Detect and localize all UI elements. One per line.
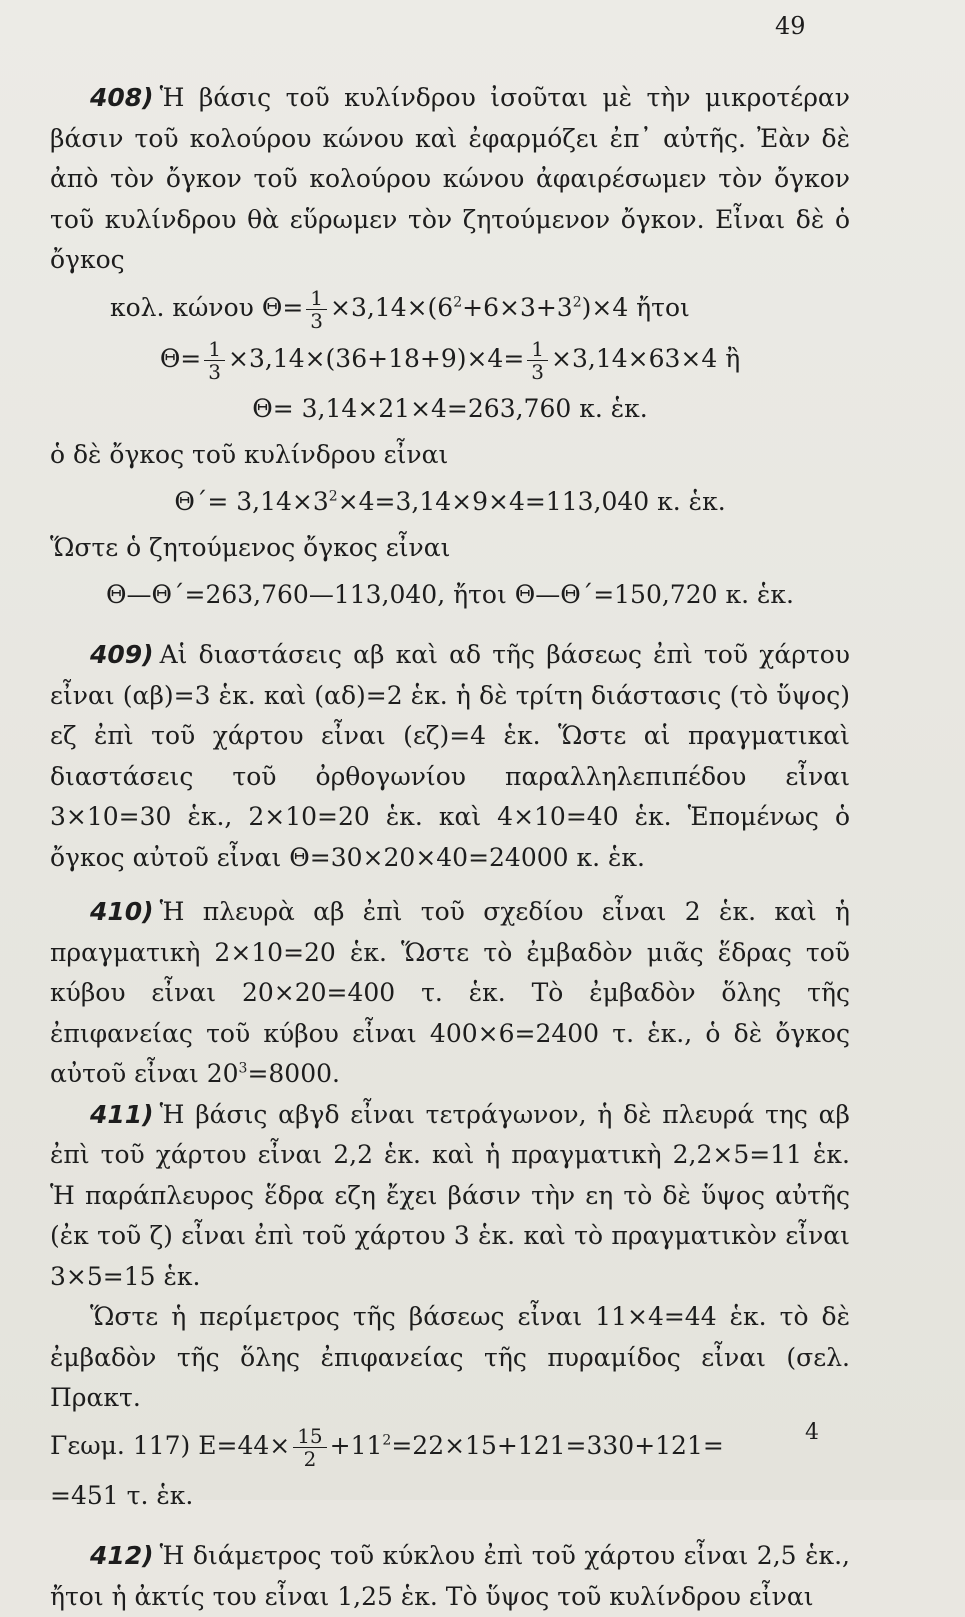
frac-num: 1 [204,338,225,361]
frac-den: 3 [208,359,221,384]
equation-frustum-volume [50,287,850,332]
exponent: 3 [238,1060,248,1077]
frac-num: 1 [306,287,327,310]
eq-part: Θ= [159,343,202,373]
problem-408-text: Ἡ βάσις τοῦ κυλίνδρου ἰσοῦται μὲ τὴν μικροτέραν βάσιν τοῦ κολούρου κώνου καὶ ἐφαρμόζει ἐπ᾽ αὐτῆς. Ἐὰν δὲ ἀπὸ τὸν ὄγκον τοῦ κολούρου κώνου ἀφαιρέσωμεν τὸν ὄγκον τοῦ κυλίνδρου θὰ εὕρωμεν τὸν ζητούμενον ὄγκον. Εἶναι δὲ ὁ ὄγκος [50,83,850,274]
eq-part: ×3,14×(6 [330,292,454,322]
problem-410-text: Ἡ πλευρὰ αβ ἐπὶ τοῦ σχεδίου εἶναι 2 ἑκ. καὶ ἡ πραγματικὴ 2×10=20 ἑκ. Ὥστε τὸ ἐμβαδὸν μιᾶς ἕδρας τοῦ κύβου εἶναι 20×20=400 τ. ἑκ. Τὸ ἐμβαδὸν ὅλης τῆς ἐπιφανείας τοῦ κύβου εἶναι 400×6=2400 τ. ἑκ., ὁ δὲ ὄγκος αὐτοῦ εἶναι 20 [50,897,850,1088]
equation-frustum-result: Θ= 3,14×21×4=263,760 κ. ἑκ. [252,393,648,423]
eq-part: Θ΄= 3,14×3 [174,486,329,516]
problem-number-408: 408) [90,83,154,112]
fraction-one-third [527,338,548,383]
exponent: 2 [572,294,582,311]
problem-number-412: 412) [90,1541,154,1570]
page-body [50,78,850,1617]
frac-num: 15 [293,1425,326,1448]
eq-part: Γεωμ. 117) Ε=44× [50,1430,291,1460]
problem-408-conclusion-text: Ὥστε ὁ ζητούμενος ὄγκος εἶναι [50,533,451,562]
problem-410 [50,892,850,1095]
equation-cylinder-volume [50,482,850,523]
problem-412-text: Ἡ διάμετρος τοῦ κύκλου ἐπὶ τοῦ χάρτου εἶναι 2,5 ἑκ., ἤτοι ἡ ἀκτίς του εἶναι 1,25 ἑκ. Τὸ ὕψος τοῦ κυλίνδρου εἶναι [50,1541,850,1611]
problem-number-410: 410) [90,897,154,926]
eq-part: +6×3+3 [462,292,573,322]
eq-part: +11 [329,1430,383,1460]
frac-den: 3 [531,359,545,384]
eq-part: ×3,14×63×4 ἢ [551,343,741,373]
problem-410-tail: =8000. [247,1059,340,1088]
problem-408-intro [50,78,850,281]
signature-number: 4 [805,1420,819,1445]
equation-difference: Θ—Θ΄=263,760—113,040, ἤτοι Θ—Θ΄=150,720 κ. ἑκ. [106,579,794,609]
fraction-fifteen-halves [293,1425,326,1470]
eq-part: κολ. κώνου Θ= [110,292,304,322]
problem-408-cylinder-text: ὁ δὲ ὄγκος τοῦ κυλίνδρου εἶναι [50,440,449,469]
fraction-one-third [204,338,225,383]
equation-frustum-expanded [50,338,850,383]
eq-part: )×4 ἤτοι [581,292,690,322]
problem-411 [50,1095,850,1298]
equation-pyramid-area-result: =451 τ. ἑκ. [50,1480,194,1510]
problem-411-continuation: Ὥστε ἡ περίμετρος τῆς βάσεως εἶναι 11×4=44 ἑκ. τὸ δὲ ἐμβαδὸν τῆς ὅλης ἐπιφανείας τῆς πυραμίδος εἶναι (σελ. Πρακτ. [50,1302,850,1412]
problem-412 [50,1536,850,1617]
problem-409-text: Αἱ διαστάσεις αβ καὶ αδ τῆς βάσεως ἐπὶ τοῦ χάρτου εἶναι (αβ)=3 ἑκ. καὶ (αδ)=2 ἑκ. ἡ δὲ τρίτη διάστασις (τὸ ὕψος) εζ ἐπὶ τοῦ χάρτου εἶναι (εζ)=4 ἑκ. Ὥστε αἱ πραγματικαὶ διαστάσεις τοῦ ὀρθογωνίου παραλληλεπιπέδου εἶναι 3×10=30 ἑκ., 2×10=20 ἑκ. καὶ 4×10=40 ἑκ. Ἑπομένως ὁ ὄγκος αὐτοῦ εἶναι Θ=30×20×40=24000 κ. ἑκ. [50,640,850,872]
equation-pyramid-area [50,1425,850,1470]
frac-den: 3 [310,308,323,333]
page-number: 49 [775,12,806,40]
problem-409 [50,635,850,878]
problem-number-411: 411) [90,1099,154,1129]
exponent: 2 [328,488,338,505]
frac-den: 2 [303,1446,317,1471]
exponent: 2 [453,294,463,311]
fraction-one-third [306,287,327,332]
eq-part: ×3,14×(36+18+9)×4= [228,343,525,373]
problem-411-text: Ἡ βάσις αβγδ εἶναι τετράγωνον, ἡ δὲ πλευρά της αβ ἐπὶ τοῦ χάρτου εἶναι 2,2 ἑκ. καὶ ἡ πραγματικὴ 2,2×5=11 ἑκ. Ἡ παράπλευρος ἕδρα εζη ἔχει βάσιν τὴν εη τὸ δὲ ὕψος αὐτῆς (ἐκ τοῦ ζ) εἶναι ἐπὶ τοῦ χάρτου 3 ἑκ. καὶ τὸ πραγματικὸν εἶναι 3×5=15 ἑκ. [50,1099,850,1291]
eq-part: ×4=3,14×9×4=113,040 κ. ἑκ. [337,486,726,516]
problem-number-409: 409) [90,640,154,669]
eq-part: =22×15+121=330+121= [391,1430,724,1460]
exponent: 2 [382,1432,392,1449]
frac-num: 1 [527,338,548,361]
